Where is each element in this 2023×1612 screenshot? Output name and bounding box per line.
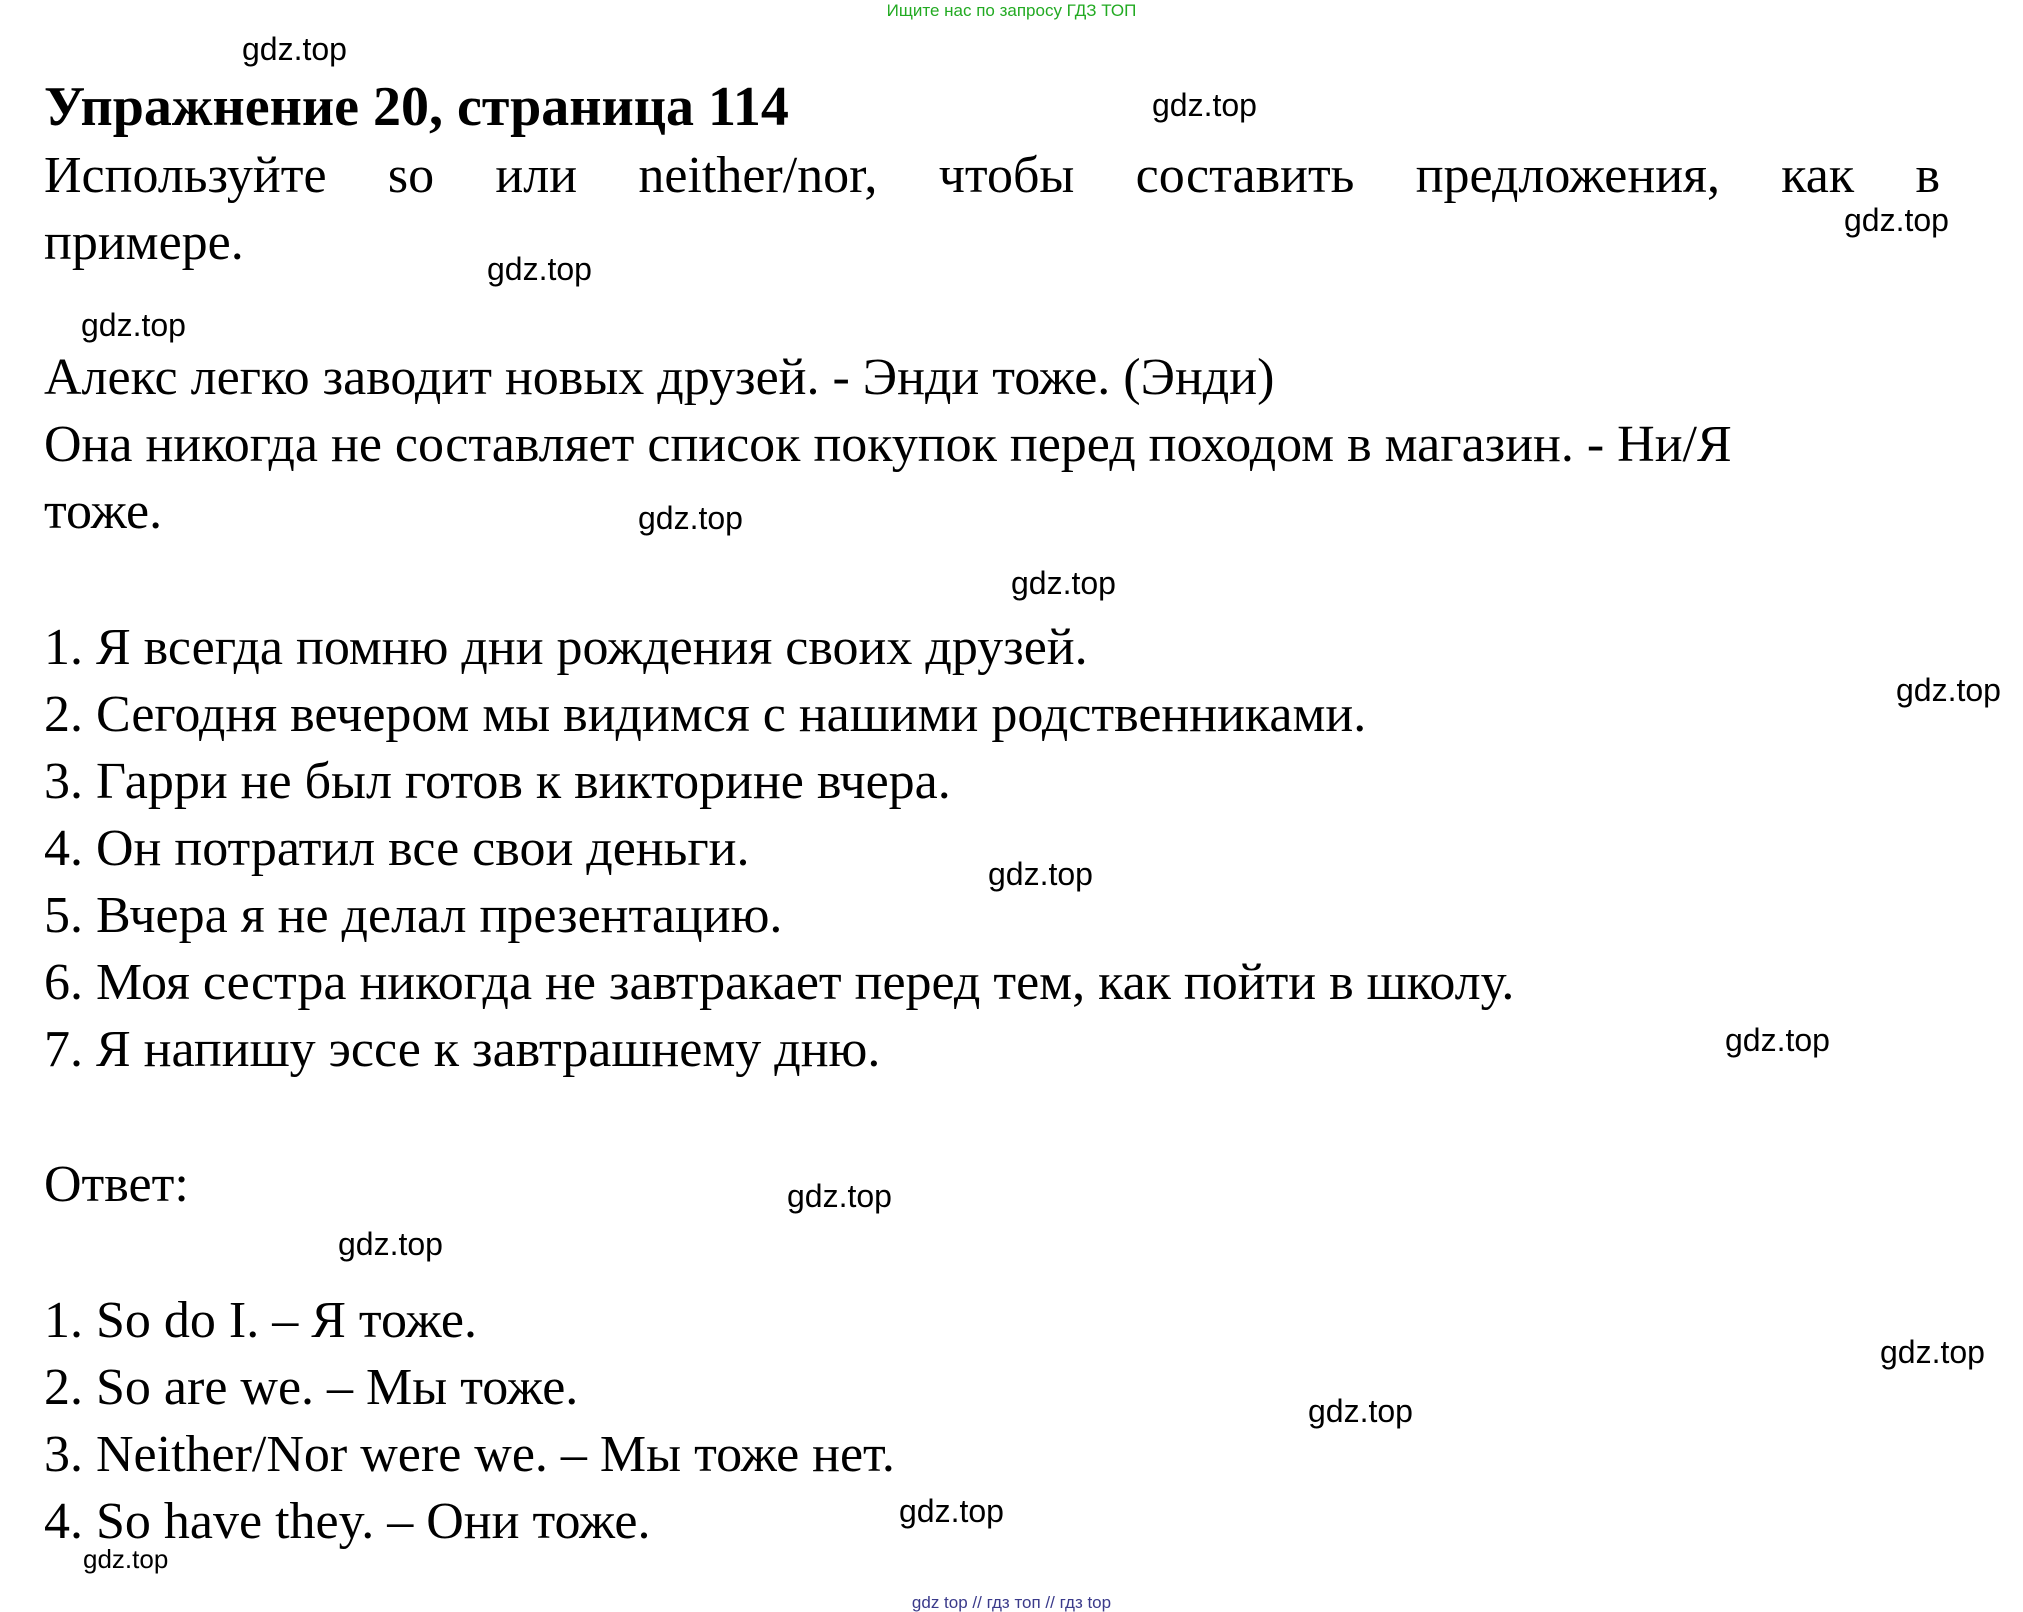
answer-item-4: 4. So have they. – Они тоже. <box>44 1493 651 1550</box>
watermark: gdz.top <box>487 251 592 287</box>
watermark: gdz.top <box>638 500 743 536</box>
watermark: gdz.top <box>1011 565 1116 601</box>
top-banner: Ищите нас по запросу ГДЗ ТОП <box>886 1 1137 20</box>
answer-item-1: 1. So do I. – Я тоже. <box>44 1292 477 1349</box>
task-item-7: 7. Я напишу эссе к завтрашнему дню. <box>44 1021 881 1078</box>
watermark: gdz.top <box>1725 1022 1830 1058</box>
bottom-banner: gdz top // гдз топ // гдз top <box>911 1593 1112 1612</box>
watermark: gdz.top <box>83 1544 169 1574</box>
watermark: gdz.top <box>1844 202 1949 238</box>
watermark: gdz.top <box>988 856 1093 892</box>
watermark: gdz.top <box>338 1226 443 1262</box>
watermark: gdz.top <box>1152 87 1257 123</box>
example-2-line-1: Она никогда не составляет список покупок перед походом в магазин. - Ни/Я <box>44 416 1732 473</box>
task-item-6: 6. Моя сестра никогда не завтракает перед тем, как пойти в школу. <box>44 954 1515 1011</box>
watermark: gdz.top <box>1880 1334 1985 1370</box>
watermark: gdz.top <box>1308 1393 1413 1429</box>
instruction-line-2: примере. <box>44 214 244 271</box>
answer-item-2: 2. So are we. – Мы тоже. <box>44 1359 579 1416</box>
task-item-2: 2. Сегодня вечером мы видимся с нашими родственниками. <box>44 686 1367 743</box>
watermark: gdz.top <box>899 1493 1004 1529</box>
example-1: Алекс легко заводит новых друзей. - Энди тоже. (Энди) <box>44 349 1275 406</box>
task-item-3: 3. Гарри не был готов к викторине вчера. <box>44 753 951 810</box>
answer-item-3: 3. Neither/Nor were we. – Мы тоже нет. <box>44 1426 895 1483</box>
task-item-5: 5. Вчера я не делал презентацию. <box>44 887 783 944</box>
exercise-title: Упражнение 20, страница 114 <box>44 76 789 138</box>
watermark: gdz.top <box>242 31 347 67</box>
example-2-line-2: тоже. <box>44 483 163 540</box>
task-item-1: 1. Я всегда помню дни рождения своих друзей. <box>44 619 1088 676</box>
answer-label: Ответ: <box>44 1156 189 1213</box>
watermark: gdz.top <box>1896 672 2001 708</box>
instruction-line-1: Используйте so или neither/nor, чтобы составить предложения, как в <box>44 147 1940 204</box>
watermark: gdz.top <box>787 1178 892 1214</box>
task-item-4: 4. Он потратил все свои деньги. <box>44 820 750 877</box>
watermark: gdz.top <box>81 307 186 343</box>
